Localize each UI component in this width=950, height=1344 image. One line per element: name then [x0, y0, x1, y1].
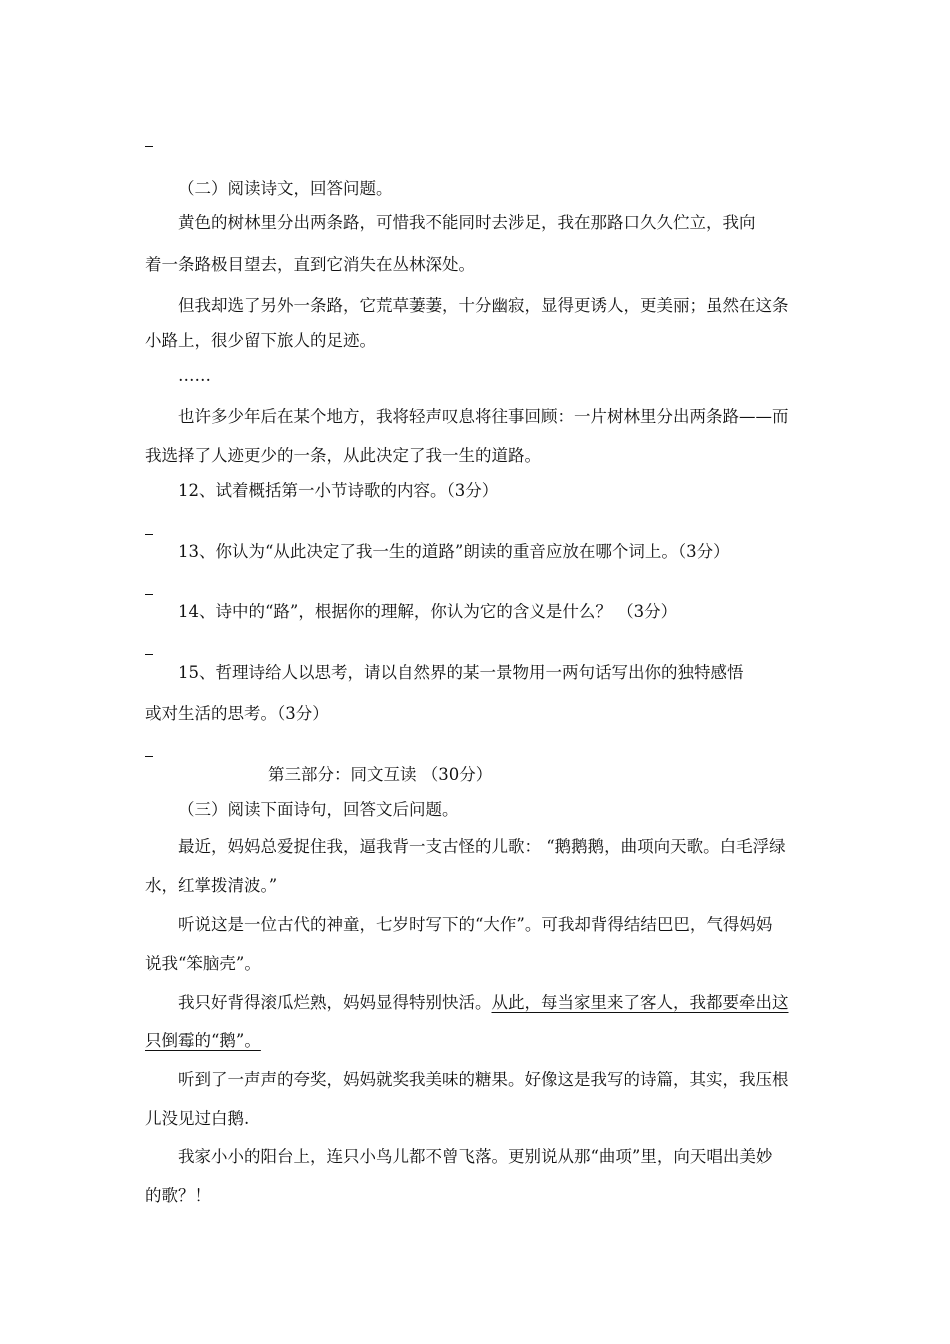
answer-blank-marker	[145, 534, 153, 535]
passage-line: 听到了一声声的夸奖，妈妈就奖我美味的糖果。好像这是我写的诗篇，其实，我压根	[178, 1070, 789, 1089]
question-15: 15、哲理诗给人以思考，请以自然界的某一景物用一两句话写出你的独特感悟	[178, 663, 744, 682]
passage-line: 说我“笨脑壳”。	[145, 954, 261, 973]
passage-line	[145, 1030, 261, 1052]
passage-line: 的歌？！	[145, 1186, 211, 1205]
question-15-cont: 或对生活的思考。（3分）	[145, 704, 329, 723]
passage-line	[178, 992, 789, 1014]
part-title: 第三部分：同文互读 （30分）	[268, 765, 493, 784]
passage-text: 我只好背得滚瓜烂熟，妈妈显得特别快活。	[178, 993, 492, 1012]
passage-line: 最近，妈妈总爱捉住我，逼我背一支古怪的儿歌： “鹅鹅鹅，曲项向天歌。白毛浮绿	[178, 837, 786, 856]
poem-line: 着一条路极目望去，直到它消失在丛林深处。	[145, 255, 475, 274]
answer-blank-marker	[145, 146, 153, 147]
underlined-sentence: 只倒霉的“鹅”。	[145, 1031, 261, 1050]
question-14: 14、诗中的“路”，根据你的理解，你认为它的含义是什么？ （3分）	[178, 602, 678, 621]
poem-line: 但我却选了另外一条路，它荒草萋萋，十分幽寂，显得更诱人，更美丽；虽然在这条	[178, 296, 789, 315]
poem-line: 也许多少年后在某个地方，我将轻声叹息将往事回顾：一片树林里分出两条路——而	[178, 407, 789, 426]
underlined-sentence: 从此，每当家里来了客人，我都要牵出这	[491, 993, 789, 1012]
passage-line: 听说这是一位古代的神童，七岁时写下的“大作”。可我却背得结结巴巴，气得妈妈	[178, 915, 773, 934]
poem-line: 小路上，很少留下旅人的足迹。	[145, 331, 376, 350]
passage-line: 儿没见过白鹅.	[145, 1109, 250, 1128]
section-heading: （三）阅读下面诗句，回答文后问题。	[178, 800, 459, 819]
answer-blank-marker	[145, 654, 153, 655]
poem-ellipsis: ……	[178, 366, 211, 385]
answer-blank-marker	[145, 756, 153, 757]
question-13: 13、你认为“从此决定了我一生的道路”朗读的重音应放在哪个词上。（3分）	[178, 542, 730, 561]
passage-line: 我家小小的阳台上，连只小鸟儿都不曾飞落。更别说从那“曲项”里，向天唱出美妙	[178, 1147, 773, 1166]
section-heading: （二）阅读诗文，回答问题。	[178, 179, 393, 198]
answer-blank-marker	[145, 594, 153, 595]
passage-line: 水，红掌拨清波。”	[145, 876, 278, 895]
question-12: 12、试着概括第一小节诗歌的内容。（3分）	[178, 481, 499, 500]
poem-line: 我选择了人迹更少的一条，从此决定了我一生的道路。	[145, 446, 541, 465]
poem-line: 黄色的树林里分出两条路，可惜我不能同时去涉足，我在那路口久久伫立，我向	[178, 213, 756, 232]
